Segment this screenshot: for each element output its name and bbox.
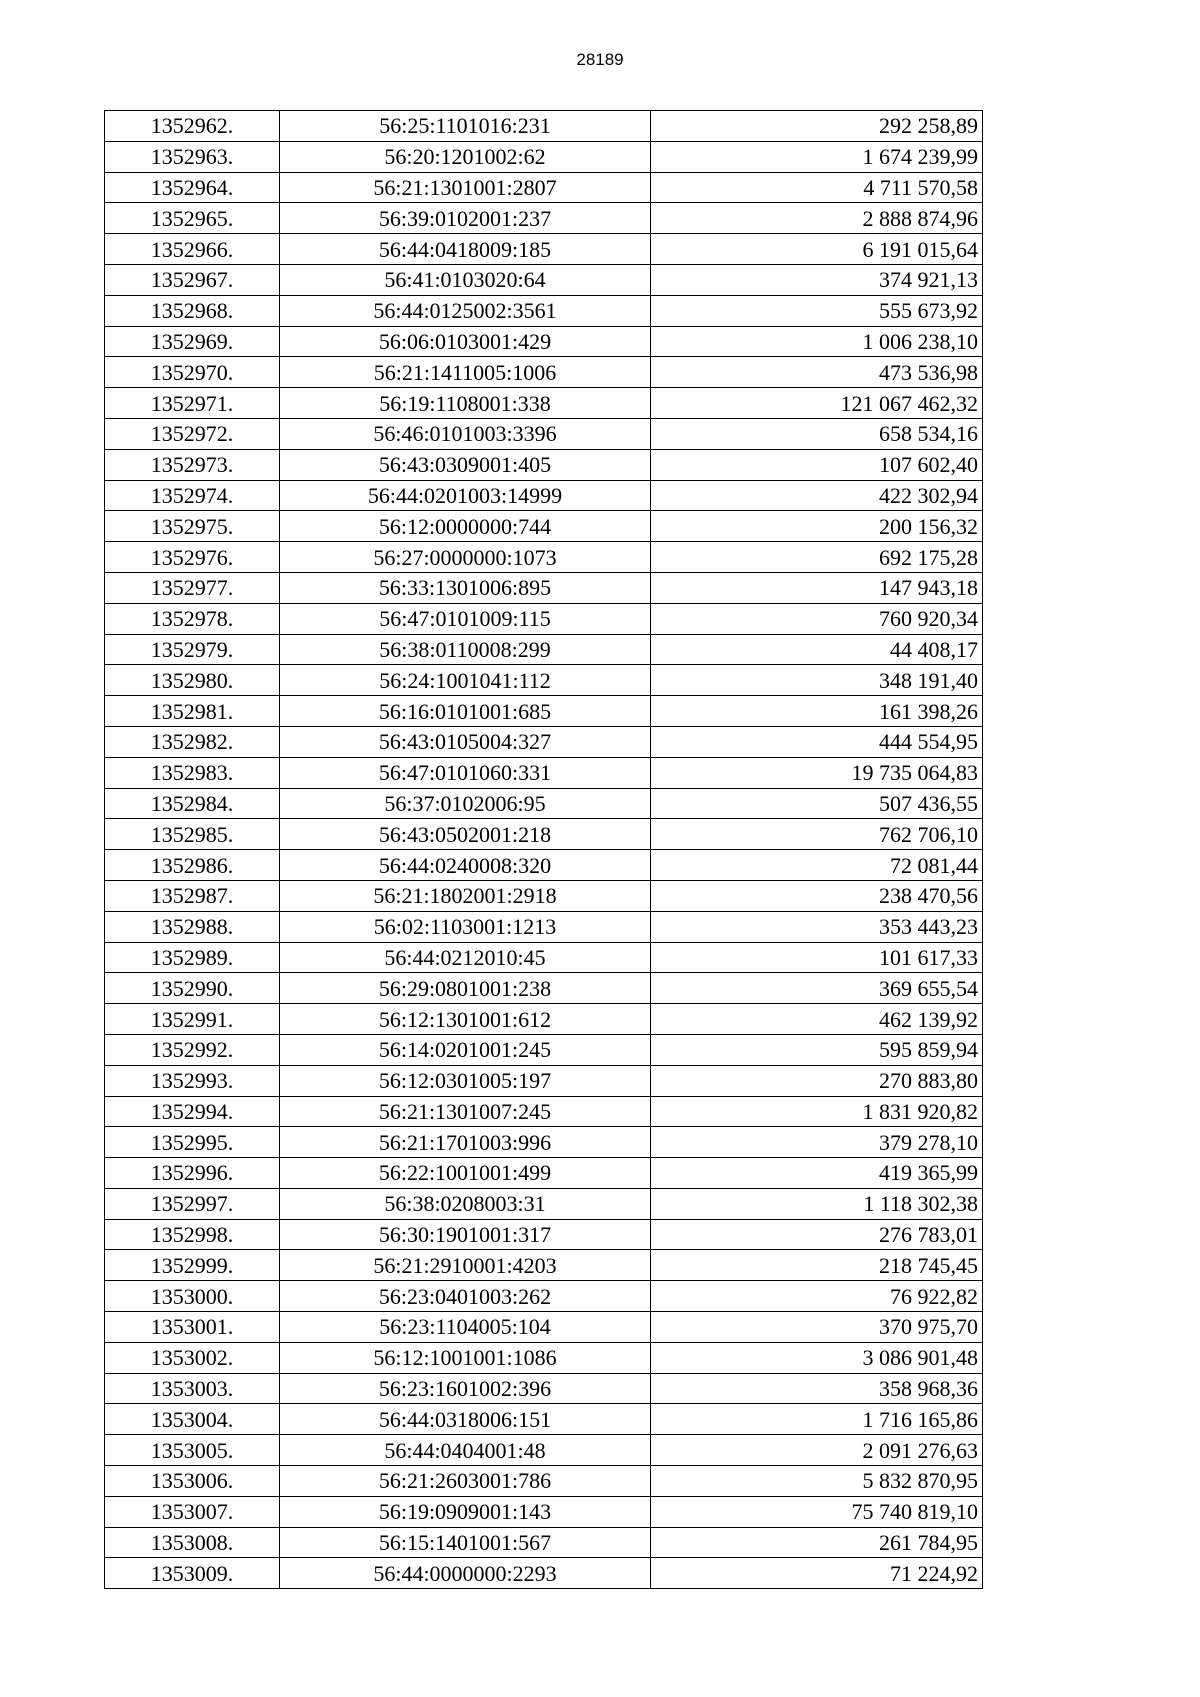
cadastral-value-cell: 147 943,18 [651, 572, 983, 603]
cadastral-value-cell: 762 706,10 [651, 819, 983, 850]
table-row [105, 1373, 983, 1404]
row-number-cell: 1352971. [105, 388, 280, 419]
table-row [105, 1188, 983, 1219]
cadastral-number-cell: 56:44:0000000:2293 [280, 1558, 651, 1589]
row-number-cell: 1352984. [105, 788, 280, 819]
cadastral-number-cell: 56:25:1101016:231 [280, 111, 651, 142]
cadastral-value-cell: 348 191,40 [651, 665, 983, 696]
table-row [105, 1281, 983, 1312]
table-row [105, 572, 983, 603]
table-row [105, 1435, 983, 1466]
row-number-cell: 1352998. [105, 1219, 280, 1250]
row-number-cell: 1352966. [105, 234, 280, 265]
cadastral-value-cell: 107 602,40 [651, 449, 983, 480]
cadastral-value-cell: 4 711 570,58 [651, 172, 983, 203]
cadastral-value-cell: 238 470,56 [651, 880, 983, 911]
cadastral-number-cell: 56:20:1201002:62 [280, 141, 651, 172]
cadastral-number-cell: 56:24:1001041:112 [280, 665, 651, 696]
table-row [105, 449, 983, 480]
row-number-cell: 1352964. [105, 172, 280, 203]
table-row [105, 1158, 983, 1189]
row-number-cell: 1352963. [105, 141, 280, 172]
cadastral-value-cell: 462 139,92 [651, 1004, 983, 1035]
row-number-cell: 1352976. [105, 542, 280, 573]
row-number-cell: 1352989. [105, 942, 280, 973]
cadastral-number-cell: 56:12:0000000:744 [280, 511, 651, 542]
row-number-cell: 1352986. [105, 850, 280, 881]
cadastral-value-cell: 292 258,89 [651, 111, 983, 142]
table-row [105, 1404, 983, 1435]
table-row [105, 603, 983, 634]
cadastral-value-cell: 374 921,13 [651, 264, 983, 295]
table-row [105, 1096, 983, 1127]
cadastral-value-cell: 44 408,17 [651, 634, 983, 665]
cadastral-value-cell: 1 674 239,99 [651, 141, 983, 172]
row-number-cell: 1353006. [105, 1466, 280, 1497]
cadastral-number-cell: 56:21:2910001:4203 [280, 1250, 651, 1281]
cadastral-number-cell: 56:21:1701003:996 [280, 1127, 651, 1158]
cadastral-number-cell: 56:44:0418009:185 [280, 234, 651, 265]
cadastral-number-cell: 56:29:0801001:238 [280, 973, 651, 1004]
table-row [105, 542, 983, 573]
cadastral-number-cell: 56:46:0101003:3396 [280, 418, 651, 449]
table-row [105, 1527, 983, 1558]
cadastral-number-cell: 56:23:1104005:104 [280, 1312, 651, 1343]
cadastral-number-cell: 56:19:1108001:338 [280, 388, 651, 419]
cadastral-value-cell: 555 673,92 [651, 295, 983, 326]
table-row [105, 665, 983, 696]
row-number-cell: 1352980. [105, 665, 280, 696]
cadastral-number-cell: 56:21:1301001:2807 [280, 172, 651, 203]
row-number-cell: 1352965. [105, 203, 280, 234]
table-row [105, 973, 983, 1004]
table-row [105, 911, 983, 942]
row-number-cell: 1352987. [105, 880, 280, 911]
cadastral-number-cell: 56:44:0318006:151 [280, 1404, 651, 1435]
table-row [105, 726, 983, 757]
table-row [105, 388, 983, 419]
cadastral-number-cell: 56:12:1301001:612 [280, 1004, 651, 1035]
row-number-cell: 1352972. [105, 418, 280, 449]
cadastral-number-cell: 56:38:0208003:31 [280, 1188, 651, 1219]
table-row [105, 1004, 983, 1035]
row-number-cell: 1352970. [105, 357, 280, 388]
cadastral-number-cell: 56:12:1001001:1086 [280, 1342, 651, 1373]
cadastral-value-cell: 419 365,99 [651, 1158, 983, 1189]
cadastral-value-cell: 1 118 302,38 [651, 1188, 983, 1219]
table-row [105, 511, 983, 542]
table-row [105, 1065, 983, 1096]
cadastral-number-cell: 56:12:0301005:197 [280, 1065, 651, 1096]
table-row [105, 172, 983, 203]
cadastral-number-cell: 56:39:0102001:237 [280, 203, 651, 234]
cadastral-number-cell: 56:43:0502001:218 [280, 819, 651, 850]
cadastral-value-cell: 369 655,54 [651, 973, 983, 1004]
row-number-cell: 1352985. [105, 819, 280, 850]
cadastral-number-cell: 56:41:0103020:64 [280, 264, 651, 295]
cadastral-value-cell: 75 740 819,10 [651, 1496, 983, 1527]
cadastral-number-cell: 56:21:1802001:2918 [280, 880, 651, 911]
cadastral-number-cell: 56:06:0103001:429 [280, 326, 651, 357]
cadastral-number-cell: 56:27:0000000:1073 [280, 542, 651, 573]
cadastral-value-cell: 658 534,16 [651, 418, 983, 449]
row-number-cell: 1352996. [105, 1158, 280, 1189]
row-number-cell: 1352977. [105, 572, 280, 603]
cadastral-value-cell: 72 081,44 [651, 850, 983, 881]
row-number-cell: 1352992. [105, 1034, 280, 1065]
cadastral-number-cell: 56:16:0101001:685 [280, 696, 651, 727]
cadastral-value-cell: 261 784,95 [651, 1527, 983, 1558]
row-number-cell: 1352982. [105, 726, 280, 757]
cadastral-number-cell: 56:15:1401001:567 [280, 1527, 651, 1558]
table-row [105, 819, 983, 850]
row-number-cell: 1353009. [105, 1558, 280, 1589]
cadastral-number-cell: 56:33:1301006:895 [280, 572, 651, 603]
cadastral-number-cell: 56:44:0240008:320 [280, 850, 651, 881]
cadastral-number-cell: 56:44:0125002:3561 [280, 295, 651, 326]
row-number-cell: 1353003. [105, 1373, 280, 1404]
cadastral-value-cell: 1 716 165,86 [651, 1404, 983, 1435]
row-number-cell: 1352975. [105, 511, 280, 542]
table-row [105, 1312, 983, 1343]
cadastral-value-cell: 19 735 064,83 [651, 757, 983, 788]
page-number: 28189 [576, 50, 624, 69]
row-number-cell: 1352978. [105, 603, 280, 634]
cadastral-value-cell: 76 922,82 [651, 1281, 983, 1312]
row-number-cell: 1353005. [105, 1435, 280, 1466]
row-number-cell: 1352997. [105, 1188, 280, 1219]
row-number-cell: 1352988. [105, 911, 280, 942]
cadastral-value-cell: 1 006 238,10 [651, 326, 983, 357]
table-row [105, 1342, 983, 1373]
row-number-cell: 1353007. [105, 1496, 280, 1527]
cadastral-number-cell: 56:43:0309001:405 [280, 449, 651, 480]
cadastral-number-cell: 56:47:0101060:331 [280, 757, 651, 788]
table-row [105, 1034, 983, 1065]
table-row [105, 634, 983, 665]
cadastral-number-cell: 56:21:1411005:1006 [280, 357, 651, 388]
cadastral-number-cell: 56:47:0101009:115 [280, 603, 651, 634]
table-row [105, 295, 983, 326]
row-number-cell: 1352990. [105, 973, 280, 1004]
table-row [105, 1250, 983, 1281]
table-row [105, 264, 983, 295]
table-row [105, 141, 983, 172]
row-number-cell: 1352979. [105, 634, 280, 665]
row-number-cell: 1352995. [105, 1127, 280, 1158]
cadastral-value-cell: 422 302,94 [651, 480, 983, 511]
row-number-cell: 1352974. [105, 480, 280, 511]
cadastral-value-cell: 200 156,32 [651, 511, 983, 542]
cadastral-value-cell: 353 443,23 [651, 911, 983, 942]
cadastral-number-cell: 56:38:0110008:299 [280, 634, 651, 665]
cadastral-number-cell: 56:22:1001001:499 [280, 1158, 651, 1189]
cadastral-value-cell: 121 067 462,32 [651, 388, 983, 419]
cadastral-value-cell: 6 191 015,64 [651, 234, 983, 265]
cadastral-value-cell: 692 175,28 [651, 542, 983, 573]
row-number-cell: 1352973. [105, 449, 280, 480]
cadastral-value-cell: 161 398,26 [651, 696, 983, 727]
table-row [105, 480, 983, 511]
table-row [105, 234, 983, 265]
row-number-cell: 1352981. [105, 696, 280, 727]
row-number-cell: 1353004. [105, 1404, 280, 1435]
cadastral-number-cell: 56:23:0401003:262 [280, 1281, 651, 1312]
row-number-cell: 1353001. [105, 1312, 280, 1343]
cadastral-number-cell: 56:44:0201003:14999 [280, 480, 651, 511]
table-row [105, 880, 983, 911]
table-row [105, 418, 983, 449]
cadastral-value-cell: 101 617,33 [651, 942, 983, 973]
table-row [105, 203, 983, 234]
table-row [105, 1466, 983, 1497]
cadastral-value-table [104, 110, 983, 1589]
table-body [105, 111, 983, 1589]
cadastral-value-cell: 379 278,10 [651, 1127, 983, 1158]
table-row [105, 696, 983, 727]
row-number-cell: 1352993. [105, 1065, 280, 1096]
row-number-cell: 1352967. [105, 264, 280, 295]
cadastral-value-cell: 507 436,55 [651, 788, 983, 819]
cadastral-value-cell: 1 831 920,82 [651, 1096, 983, 1127]
cadastral-number-cell: 56:23:1601002:396 [280, 1373, 651, 1404]
row-number-cell: 1352999. [105, 1250, 280, 1281]
row-number-cell: 1352962. [105, 111, 280, 142]
cadastral-number-cell: 56:14:0201001:245 [280, 1034, 651, 1065]
cadastral-value-cell: 3 086 901,48 [651, 1342, 983, 1373]
cadastral-number-cell: 56:02:1103001:1213 [280, 911, 651, 942]
cadastral-number-cell: 56:44:0212010:45 [280, 942, 651, 973]
cadastral-number-cell: 56:30:1901001:317 [280, 1219, 651, 1250]
cadastral-value-cell: 473 536,98 [651, 357, 983, 388]
cadastral-value-cell: 2 091 276,63 [651, 1435, 983, 1466]
table-row [105, 788, 983, 819]
cadastral-value-cell: 5 832 870,95 [651, 1466, 983, 1497]
table-row [105, 326, 983, 357]
table-row [105, 850, 983, 881]
table-row [105, 1496, 983, 1527]
cadastral-number-cell: 56:21:2603001:786 [280, 1466, 651, 1497]
table-row [105, 757, 983, 788]
cadastral-number-cell: 56:37:0102006:95 [280, 788, 651, 819]
cadastral-value-cell: 276 783,01 [651, 1219, 983, 1250]
cadastral-value-cell: 71 224,92 [651, 1558, 983, 1589]
row-number-cell: 1353008. [105, 1527, 280, 1558]
table-row [105, 111, 983, 142]
table-row [105, 942, 983, 973]
cadastral-value-cell: 760 920,34 [651, 603, 983, 634]
table-row [105, 1219, 983, 1250]
cadastral-value-cell: 595 859,94 [651, 1034, 983, 1065]
table-row [105, 1127, 983, 1158]
row-number-cell: 1352983. [105, 757, 280, 788]
cadastral-number-cell: 56:43:0105004:327 [280, 726, 651, 757]
row-number-cell: 1352991. [105, 1004, 280, 1035]
cadastral-number-cell: 56:21:1301007:245 [280, 1096, 651, 1127]
row-number-cell: 1353000. [105, 1281, 280, 1312]
cadastral-value-cell: 444 554,95 [651, 726, 983, 757]
cadastral-number-cell: 56:19:0909001:143 [280, 1496, 651, 1527]
table-row [105, 357, 983, 388]
row-number-cell: 1352994. [105, 1096, 280, 1127]
row-number-cell: 1353002. [105, 1342, 280, 1373]
table-row [105, 1558, 983, 1589]
cadastral-number-cell: 56:44:0404001:48 [280, 1435, 651, 1466]
cadastral-value-cell: 218 745,45 [651, 1250, 983, 1281]
cadastral-value-cell: 270 883,80 [651, 1065, 983, 1096]
cadastral-value-cell: 358 968,36 [651, 1373, 983, 1404]
row-number-cell: 1352968. [105, 295, 280, 326]
cadastral-value-cell: 370 975,70 [651, 1312, 983, 1343]
row-number-cell: 1352969. [105, 326, 280, 357]
cadastral-value-cell: 2 888 874,96 [651, 203, 983, 234]
